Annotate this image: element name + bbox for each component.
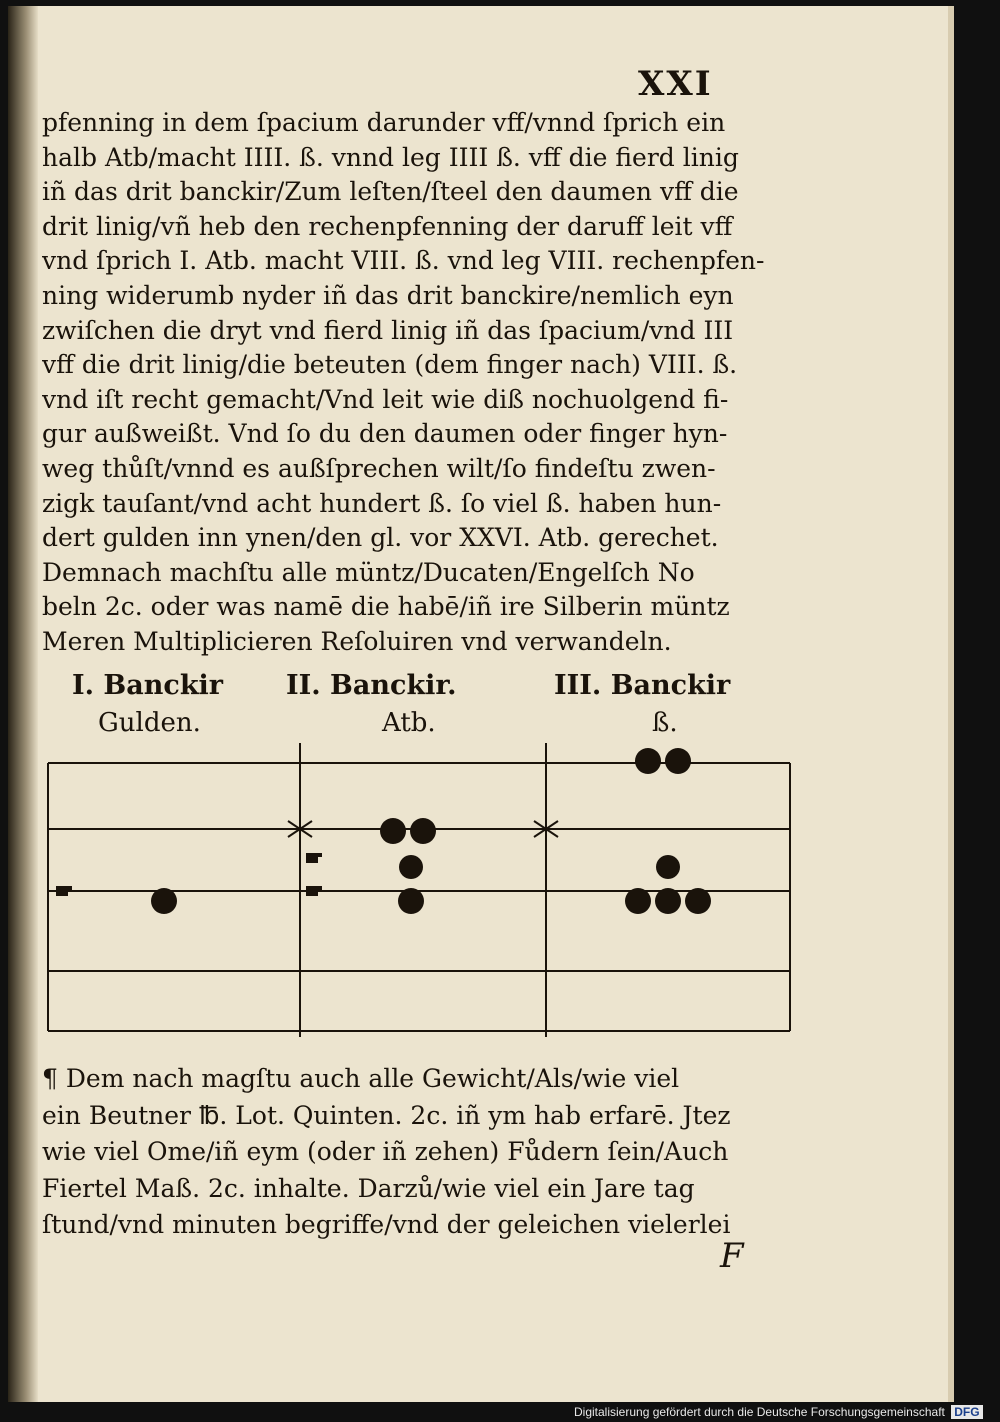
- text-line: weg thůſt/vnnd es außſprechen wilt/ſo findeſtu zwen-: [42, 453, 716, 483]
- text-line: ein Beutner ℔. Lot. Quinten. 2c. iñ ym hab erfarē. Jtez: [42, 1100, 731, 1130]
- column-unit-3: ß.: [652, 708, 678, 738]
- digitization-credit: [574, 1402, 994, 1422]
- counting-board-figure: [38, 741, 808, 1051]
- text-line: Fiertel Maß. 2c. inhalte. Darzů/wie viel ein Jare tag: [42, 1173, 695, 1203]
- text-line: vnd ſprich I. Atb. macht VIII. ß. vnd leg VIII. rechenpfen-: [42, 246, 765, 276]
- book-page: [8, 6, 954, 1402]
- column-unit-1: Gulden.: [98, 708, 201, 738]
- text-line: Meren Multiplicieren Reſoluiren vnd verwandeln.: [42, 626, 672, 656]
- page-spine: [8, 6, 38, 1402]
- text-line: gur außweißt. Vnd ſo du den daumen oder finger hyn-: [42, 419, 728, 449]
- counter: [625, 888, 651, 914]
- text-line: zigk tauſant/vnd acht hundert ß. ſo viel ß. haben hun-: [42, 488, 722, 518]
- column-unit-2: Atb.: [382, 708, 436, 738]
- text-line: vff die drit linig/die beteuten (dem finger nach) VIII. ß.: [42, 350, 738, 380]
- credit-text: Digitalisierung gefördert durch die Deutsche Forschungsgemeinschaft: [574, 1405, 945, 1419]
- text-line: ſtund/vnd minuten begriffe/vnd der geleichen vielerlei: [42, 1210, 731, 1239]
- counter: [685, 888, 711, 914]
- text-line: ning widerumb nyder iñ das drit banckire/nemlich eyn: [42, 280, 734, 310]
- text-line: drit linig/vñ heb den rechenpfenning der daruff leit vff: [42, 211, 733, 241]
- counter: [656, 855, 680, 879]
- counter: [410, 818, 436, 844]
- counters: [151, 748, 711, 914]
- text-block-after-figure: [42, 1061, 802, 1244]
- text-line: ¶ Dem nach magſtu auch alle Gewicht/Als/wie viel: [42, 1064, 680, 1093]
- column-heading-3: III. Banckir: [554, 670, 731, 701]
- counter: [399, 855, 423, 879]
- counter: [635, 748, 661, 774]
- text-line: iñ das drit banckir/Zum leſten/ſteel den daumen vff die: [42, 177, 739, 207]
- folio-number: XXI: [638, 64, 713, 104]
- counter: [151, 888, 177, 914]
- counter: [665, 748, 691, 774]
- text-line: wie viel Ome/iñ eym (oder iñ zehen) Fůdern ſein/Auch: [42, 1137, 729, 1166]
- text-line: pfenning in dem ſpacium darunder vff/vnnd ſprich ein: [42, 108, 726, 137]
- text-block: [42, 106, 802, 660]
- column-headings: [42, 670, 802, 750]
- text-line: zwiſchen die dryt vnd fierd linig iñ das ſpacium/vnd III: [42, 315, 734, 345]
- text-line: dert gulden inn ynen/den gl. vor XXVI. Atb. gerechet.: [42, 523, 719, 553]
- counter: [380, 818, 406, 844]
- counter: [655, 888, 681, 914]
- text-line: vnd iſt recht gemacht/Vnd leit wie diß nochuolgend fi-: [42, 384, 729, 414]
- catchword: F: [720, 1236, 744, 1276]
- text-line: halb Atb/macht IIII. ß. vnnd leg IIII ß. vff die fierd linig: [42, 142, 739, 172]
- dfg-logo: DFG: [951, 1405, 982, 1419]
- column-heading-1: I. Banckir: [72, 670, 224, 701]
- column-heading-2: II. Banckir.: [286, 670, 457, 701]
- pointing-hand-icon: [306, 853, 322, 863]
- text-line: beln 2c. oder was namē die habē/iñ ire Silberin müntz: [42, 592, 730, 622]
- counter: [398, 888, 424, 914]
- text-line: Demnach machſtu alle müntz/Ducaten/Engelſch No: [42, 557, 695, 587]
- pointing-hands: [56, 853, 322, 896]
